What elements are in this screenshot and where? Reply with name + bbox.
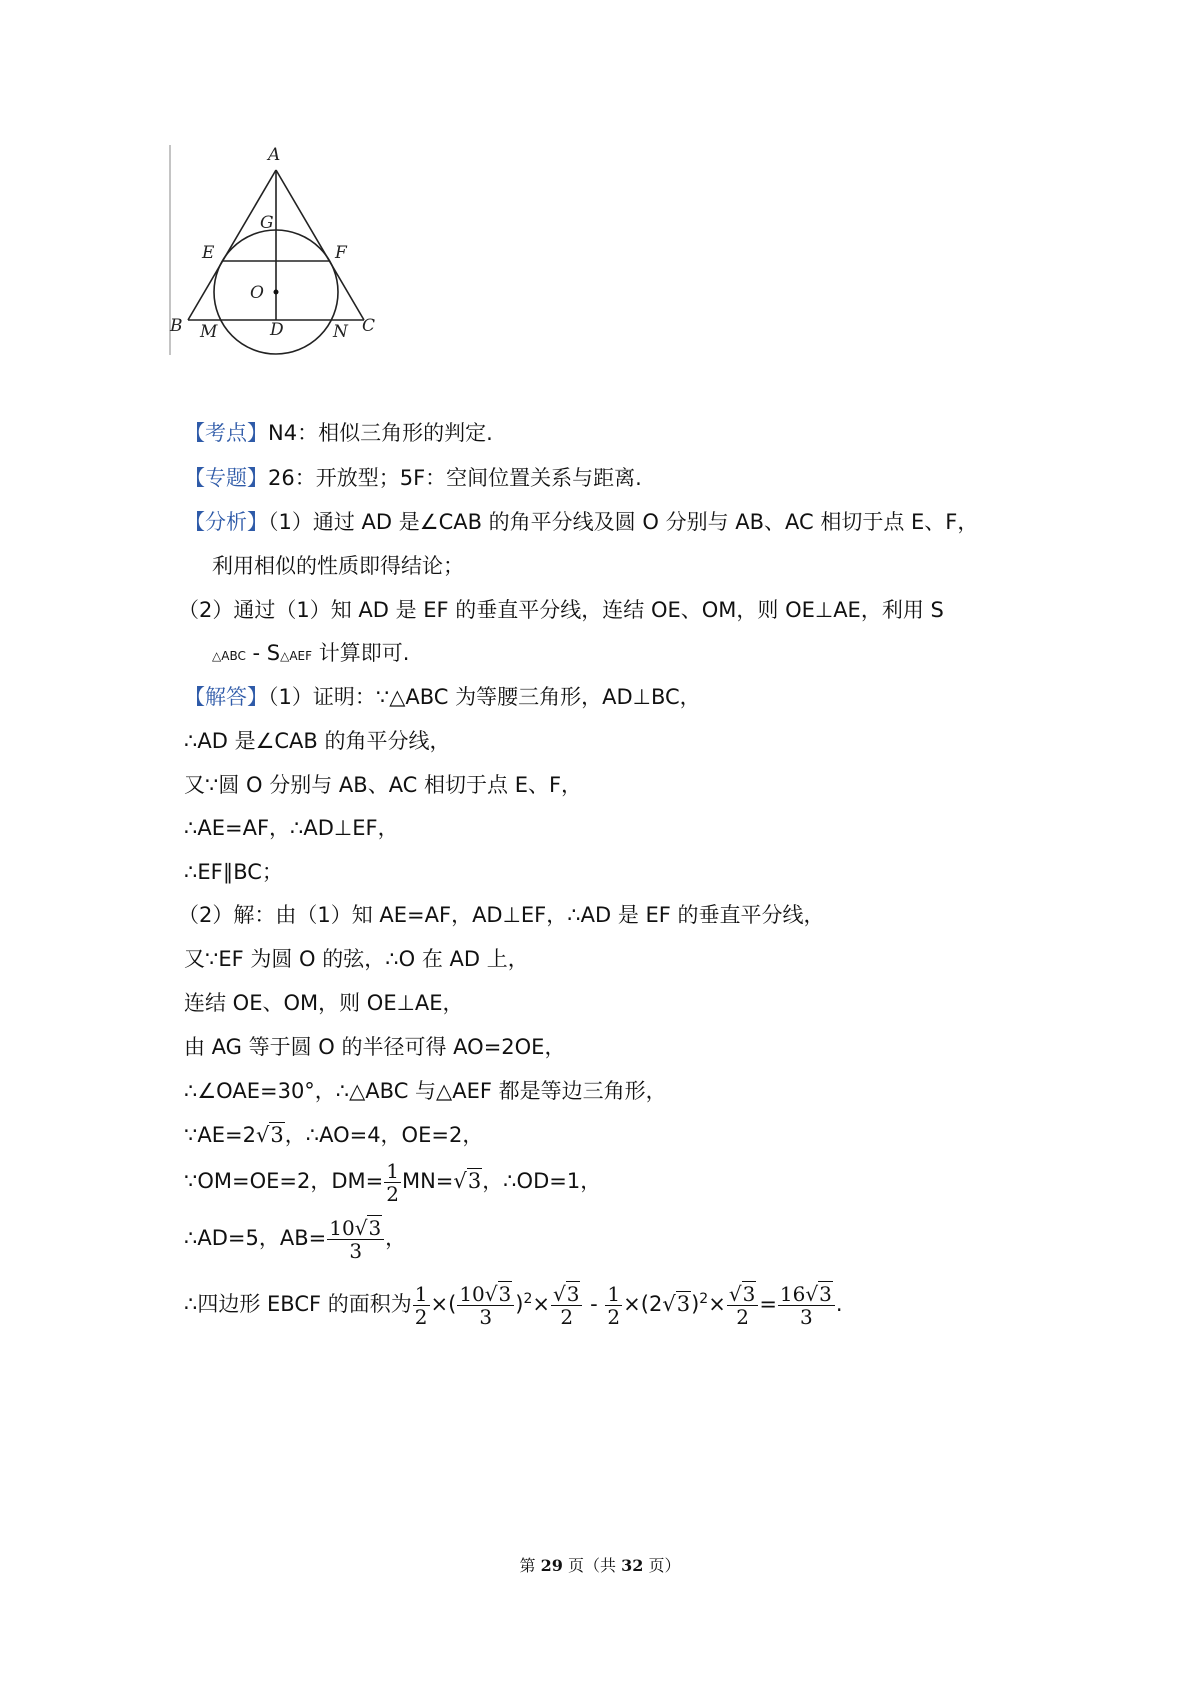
label-B: B — [170, 316, 183, 336]
lparen-2: ( — [640, 1292, 649, 1316]
fraction-10sqrt3-over-3: $\frac{10√3}{3}$ — [327, 1217, 384, 1262]
times-1: × — [430, 1292, 449, 1316]
label-M: M — [200, 322, 218, 342]
label-E: E — [202, 243, 215, 263]
jieda-line-9 — [184, 1032, 565, 1062]
side-AC — [276, 170, 364, 320]
fenxi-text-2: 利用相似的性质即得结论； — [212, 554, 464, 578]
fraction-sqrt3-over-2-a: $\frac{√3}{2}$ — [551, 1283, 582, 1328]
zhuanti-tag: 【专题】 — [184, 466, 268, 490]
sqrt3-b: √3 — [453, 1169, 482, 1193]
exp-2: 2 — [699, 1291, 709, 1307]
lparen-1: ( — [448, 1292, 457, 1316]
fenxi-line-4 — [212, 638, 409, 671]
page-footer: 第 29 页（共 32 页） — [519, 1556, 681, 1575]
times-3: × — [623, 1292, 641, 1316]
jieda-line-6 — [178, 900, 825, 930]
fenxi-mid: - S — [245, 641, 281, 665]
fraction-sqrt3-over-2-b: $\frac{√3}{2}$ — [727, 1283, 758, 1328]
label-G: G — [260, 213, 274, 233]
jieda-text-8: 连结 OE、OM，则 OE⊥AE， — [184, 991, 464, 1015]
center-O — [274, 290, 279, 295]
kaodian-line — [184, 418, 493, 448]
jieda-line-14 — [184, 1272, 843, 1331]
jieda-13b: ， — [385, 1226, 407, 1250]
jieda-text-4: ∴AE=AF，∴AD⊥EF， — [184, 816, 399, 840]
jieda-text-3: 又∵圆 O 分别与 AB、AC 相切于点 E、F， — [184, 773, 583, 797]
jieda-line-13 — [184, 1214, 406, 1262]
jieda-line-4 — [184, 813, 399, 843]
times-2: × — [532, 1292, 550, 1316]
fenxi-line-3 — [178, 595, 944, 625]
jieda-line-11 — [184, 1120, 483, 1150]
label-A: A — [268, 145, 281, 165]
jieda-12c: ，∴OD=1， — [482, 1169, 602, 1193]
geometry-figure — [160, 140, 400, 370]
jieda-text-5: ∴EF∥BC； — [184, 860, 283, 884]
minus: - — [583, 1292, 605, 1316]
zhuanti-text: 26：开放型；5F：空间位置关系与距离. — [268, 466, 642, 490]
period: . — [835, 1292, 843, 1316]
jieda-text-2: ∴AD 是∠CAB 的角平分线， — [184, 729, 451, 753]
fenxi-text-1: （1）通过 AD 是∠CAB 的角平分线及圆 O 分别与 AB、AC 相切于点 E、F， — [268, 510, 979, 534]
fenxi-line-1 — [184, 507, 978, 537]
fenxi-sub-abc: △ABC — [212, 649, 246, 663]
jieda-text-7: 又∵EF 为圆 O 的弦，∴O 在 AD 上， — [184, 947, 529, 971]
label-C: C — [362, 316, 376, 336]
equals: = — [759, 1292, 777, 1316]
jieda-line-12 — [184, 1158, 601, 1205]
jieda-text-10: ∴∠OAE=30°，∴△ABC 与△AEF 都是等边三角形， — [184, 1079, 667, 1103]
sqrt3-a: √3 — [255, 1123, 284, 1147]
rparen-1: ) — [515, 1292, 524, 1316]
fenxi-text-3: （2）通过（1）知 AD 是 EF 的垂直平分线，连结 OE、OM，则 OE⊥AE，利用 S — [178, 598, 944, 622]
kaodian-text: N4：相似三角形的判定. — [268, 421, 493, 445]
fraction-one-half: $\frac{1}{2}$ — [386, 1158, 399, 1206]
exp-1: 2 — [523, 1291, 533, 1307]
jieda-14a: ∴四边形 EBCF 的面积为 — [184, 1292, 412, 1316]
total-pages: 32 — [621, 1556, 644, 1575]
fraction-10sqrt3-over-3-b: $\frac{10√3}{3}$ — [457, 1283, 514, 1328]
two-coef: 2 — [648, 1292, 663, 1316]
fenxi-sub-aef: △AEF — [280, 649, 313, 663]
label-N: N — [333, 322, 348, 342]
jieda-11a: ∵AE=2 — [184, 1123, 256, 1147]
jieda-line-8 — [184, 988, 464, 1018]
jieda-tag: 【解答】 — [184, 685, 268, 709]
fraction-half-2: $\frac{1}{2}$ — [607, 1281, 621, 1329]
fenxi-end: 计算即可. — [312, 641, 410, 665]
jieda-13a: ∴AD=5，AB= — [184, 1226, 327, 1250]
label-O: O — [250, 283, 264, 303]
fenxi-line-2 — [212, 551, 464, 581]
jieda-12b: MN= — [401, 1169, 454, 1193]
fraction-16sqrt3-over-3: $\frac{16√3}{3}$ — [778, 1283, 835, 1328]
kaodian-tag: 【考点】 — [184, 421, 268, 445]
sqrt3-c: √3 — [662, 1292, 691, 1316]
fenxi-tag: 【分析】 — [184, 510, 268, 534]
label-D: D — [270, 320, 284, 340]
jieda-12a: ∵OM=OE=2，DM= — [184, 1169, 384, 1193]
jieda-text-1: （1）证明：∵△ABC 为等腰三角形，AD⊥BC， — [268, 685, 701, 709]
label-F: F — [335, 243, 347, 263]
jieda-line-3 — [184, 770, 582, 800]
jieda-line-2 — [184, 726, 451, 756]
zhuanti-line — [184, 463, 642, 493]
page-number: 29 — [540, 1556, 563, 1575]
jieda-11b: ，∴AO=4，OE=2， — [284, 1123, 484, 1147]
fraction-half-1: $\frac{1}{2}$ — [414, 1281, 428, 1329]
rparen-2: ) — [691, 1292, 700, 1316]
times-4: × — [708, 1292, 726, 1316]
jieda-text-9: 由 AG 等于圆 O 的半径可得 AO=2OE， — [184, 1035, 566, 1059]
jieda-text-6: （2）解：由（1）知 AE=AF，AD⊥EF，∴AD 是 EF 的垂直平分线， — [178, 903, 825, 927]
jieda-line-5 — [184, 857, 283, 887]
jieda-line-7 — [184, 944, 529, 974]
jieda-line-1 — [184, 682, 701, 712]
jieda-line-10 — [184, 1076, 667, 1106]
